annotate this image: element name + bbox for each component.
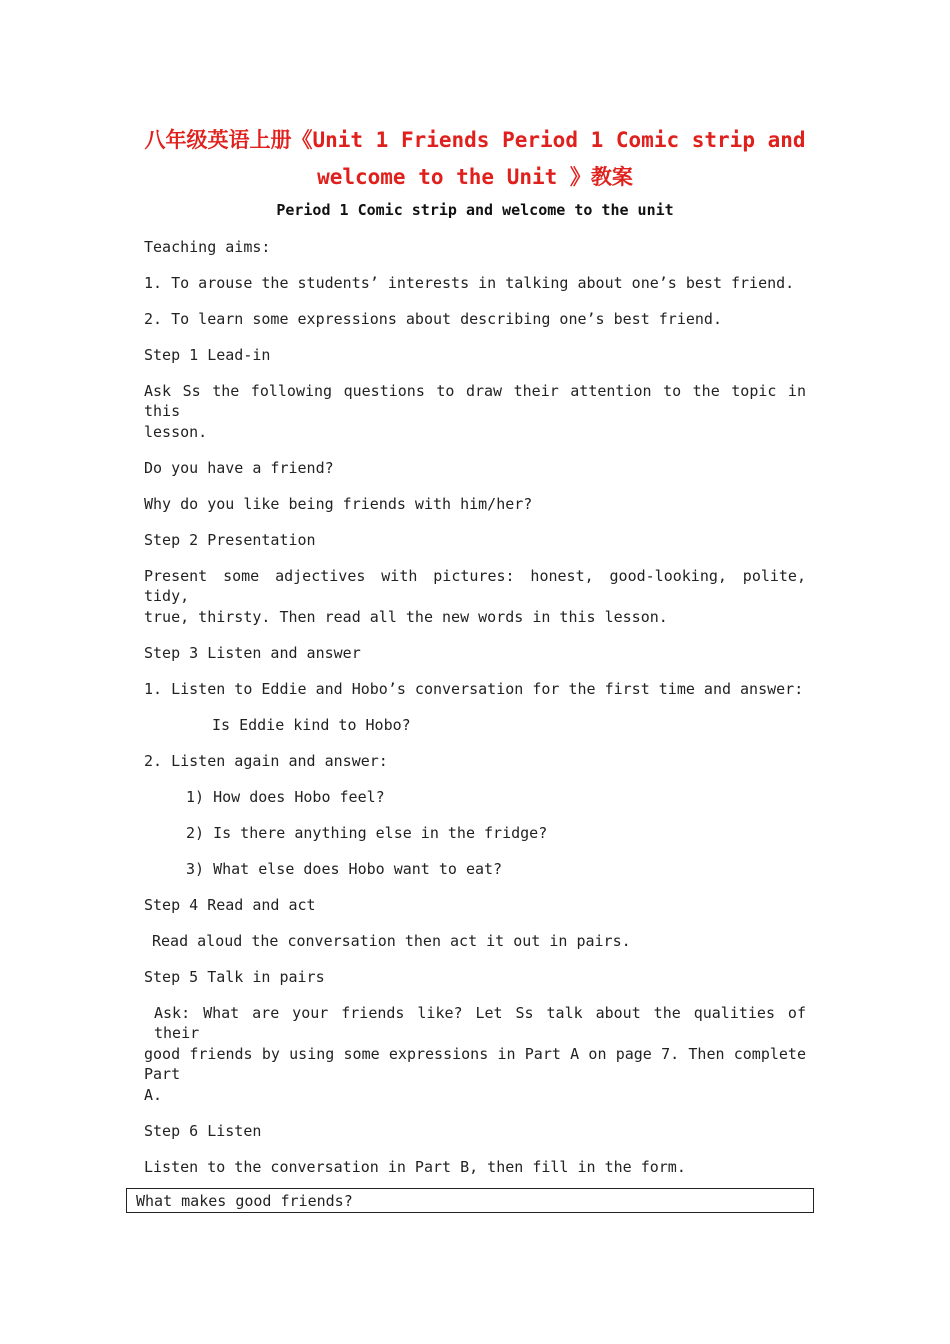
document-title-line-2: welcome to the Unit 》教案: [317, 165, 633, 189]
step-6-text: Listen to the conversation in Part B, then fill in the form.: [144, 1158, 686, 1176]
step-4-heading: Step 4 Read and act: [144, 896, 316, 914]
step-3-item-2: 2. Listen again and answer:: [144, 752, 388, 770]
sub-question-3: 3) What else does Hobo want to eat?: [186, 860, 503, 878]
step-3-heading: Step 3 Listen and answer: [144, 644, 361, 662]
document-subtitle: Period 1 Comic strip and welcome to the unit: [276, 201, 674, 219]
step-5-text-line-1: Ask: What are your friends like? Let Ss talk about the qualities of their: [154, 1004, 806, 1042]
teaching-aims-heading: Teaching aims:: [144, 238, 271, 256]
step-5-text-line-3: A.: [144, 1086, 163, 1104]
step-4-text: Read aloud the conversation then act it out in pairs.: [152, 932, 631, 950]
question-2: Why do you like being friends with him/her?: [144, 495, 533, 513]
step-2-heading: Step 2 Presentation: [144, 531, 316, 549]
form-table-header: What makes good friends?: [136, 1192, 353, 1210]
step-3-question: Is Eddie kind to Hobo?: [212, 716, 411, 734]
question-1: Do you have a friend?: [144, 459, 334, 477]
step-6-heading: Step 6 Listen: [144, 1122, 262, 1140]
form-table: [126, 1188, 814, 1213]
step-1-text-line-1: Ask Ss the following questions to draw their attention to the topic in this: [144, 382, 806, 420]
sub-question-2: 2) Is there anything else in the fridge?: [186, 824, 548, 842]
step-3-item-1: 1. Listen to Eddie and Hobo’s conversation for the first time and answer:: [144, 680, 804, 698]
step-1-text-line-2: lesson.: [144, 423, 208, 441]
step-2-text-line-2: true, thirsty. Then read all the new words in this lesson.: [144, 608, 668, 626]
aim-2: 2. To learn some expressions about describing one’s best friend.: [144, 310, 722, 328]
document-title-line-1: 八年级英语上册《Unit 1 Friends Period 1 Comic strip and: [144, 128, 806, 152]
step-5-text-line-2: good friends by using some expressions in Part A on page 7. Then complete Part: [144, 1045, 806, 1083]
step-1-heading: Step 1 Lead-in: [144, 346, 271, 364]
aim-1: 1. To arouse the students’ interests in talking about one’s best friend.: [144, 274, 795, 292]
step-2-text-line-1: Present some adjectives with pictures: honest, good-looking, polite, tidy,: [144, 567, 806, 605]
sub-question-1: 1) How does Hobo feel?: [186, 788, 385, 806]
step-5-heading: Step 5 Talk in pairs: [144, 968, 325, 986]
